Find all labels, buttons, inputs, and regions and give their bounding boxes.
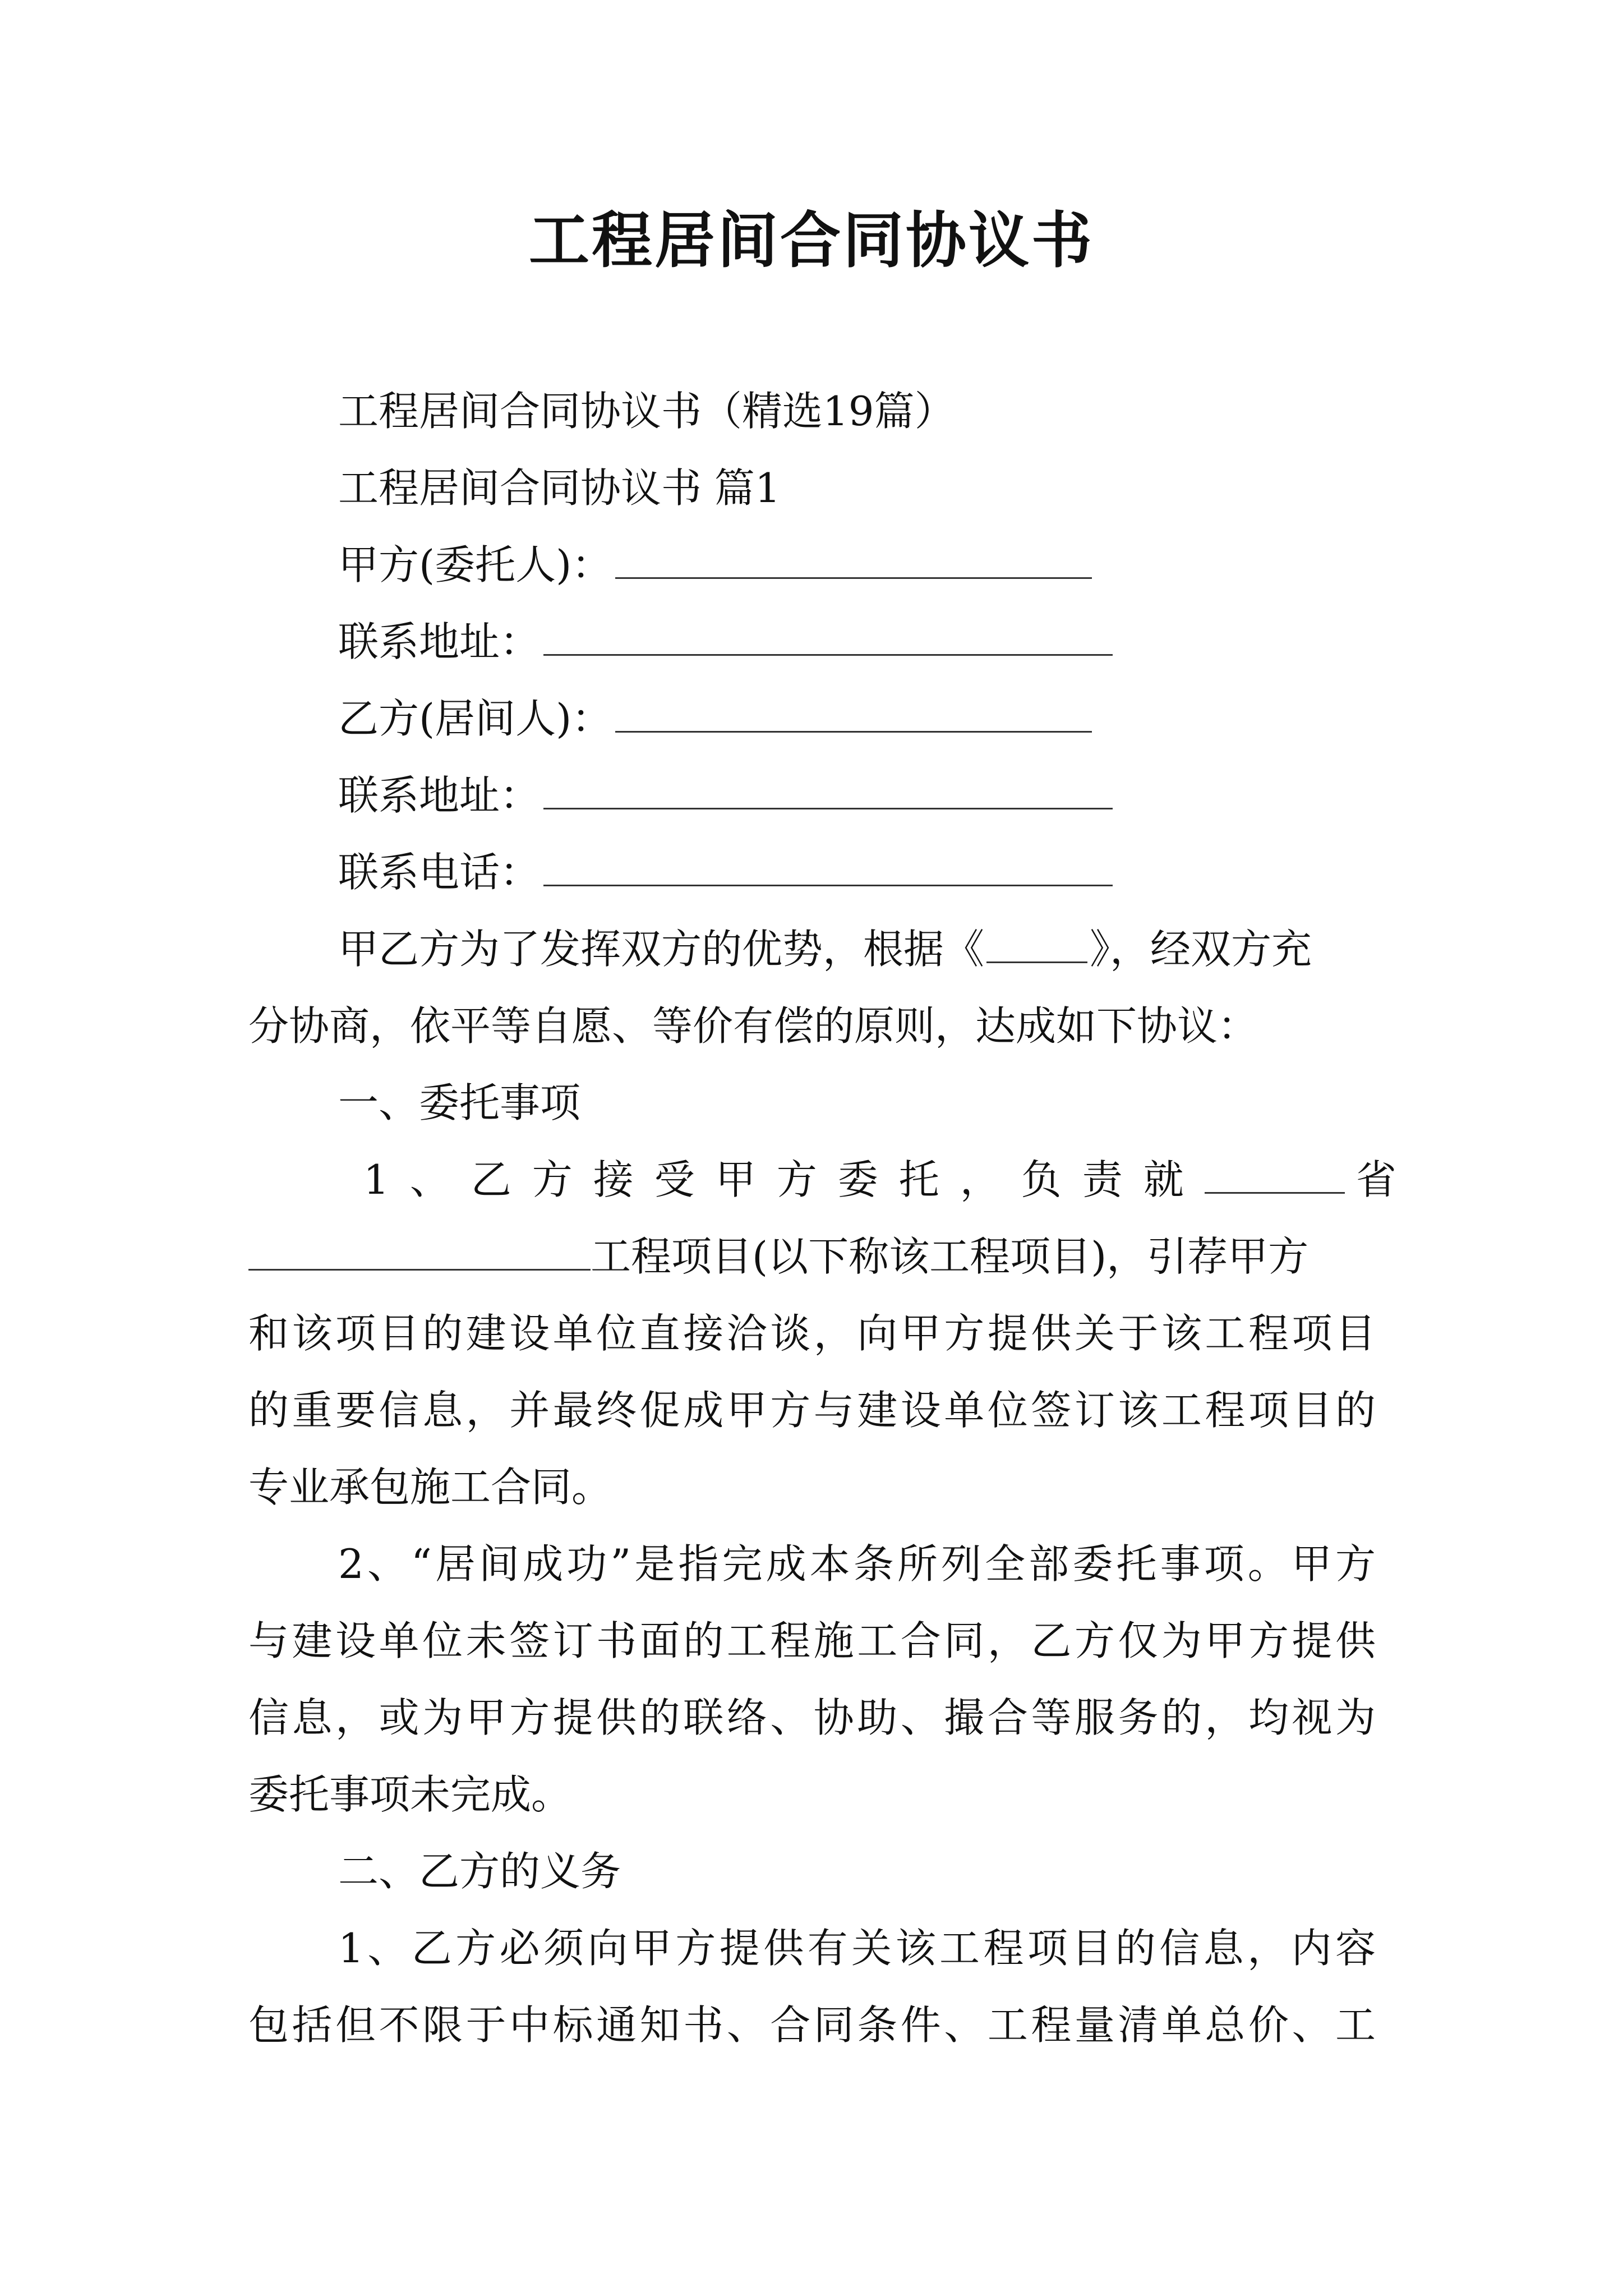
party-b-address-blank[interactable]	[543, 769, 1113, 809]
intro-line-2: 分协商，依平等自愿、等价有偿的原则，达成如下协议：	[248, 1002, 1258, 1050]
heading-party-b-obligations: 二、乙方的义务	[338, 1848, 621, 1895]
party-a-blank[interactable]	[615, 538, 1092, 579]
item1-line-5: 专业承包施工合同。	[248, 1464, 612, 1511]
phone-blank[interactable]	[543, 845, 1113, 886]
document-body	[248, 373, 1396, 2064]
party-b-address-label: 联系地址：	[338, 772, 541, 819]
phone-label: 联系电话：	[338, 849, 541, 896]
party-a-address-label: 联系地址：	[338, 618, 541, 665]
heading-entrusted-matters: 一、委托事项	[338, 1079, 581, 1126]
party-a-address-field	[248, 604, 1376, 680]
party-b-label: 乙方(居间人)：	[338, 695, 612, 742]
item1-line-2: 工程项目(以下称该工程项目)，引荐甲方	[248, 1218, 1376, 1295]
item1-line-1: 1、乙方接受甲方委托，负责就 省	[248, 1142, 1376, 1218]
province-blank[interactable]	[1205, 1153, 1345, 1194]
subtitle: 工程居间合同协议书（精选19篇）	[338, 388, 955, 435]
item3-line-1: 1、乙方必须向甲方提供有关该工程项目的信息，内容	[338, 1925, 1376, 1972]
party-b-address-field	[248, 757, 1376, 834]
section-heading: 工程居间合同协议书 篇1	[338, 464, 781, 512]
item1-line-4: 的重要信息，并最终促成甲方与建设单位签订该工程项目的	[248, 1387, 1376, 1434]
party-a-address-blank[interactable]	[543, 615, 1113, 656]
project-name-blank[interactable]	[248, 1230, 591, 1271]
party-a-label: 甲方(委托人)：	[338, 541, 612, 588]
item2-line-1: 2、“居间成功”是指完成本条所列全部委托事项。甲方	[338, 1540, 1376, 1588]
party-b-field	[248, 680, 1376, 757]
item2-line-3: 信息，或为甲方提供的联络、协助、撮合等服务的，均视为	[248, 1694, 1376, 1741]
item2-line-4: 委托事项未完成。	[248, 1771, 572, 1818]
law-name-blank[interactable]	[986, 922, 1087, 963]
intro-line-1: 甲乙方为了发挥双方的优势，根据《 》，经双方充	[248, 911, 1376, 988]
phone-field	[248, 834, 1376, 911]
party-a-field	[248, 527, 1376, 604]
item3-line-2: 包括但不限于中标通知书、合同条件、工程量清单总价、工	[248, 2001, 1376, 2049]
item2-line-2: 与建设单位未签订书面的工程施工合同，乙方仅为甲方提供	[248, 1617, 1376, 1664]
document-title: 工程居间合同协议书	[528, 206, 1094, 276]
party-b-blank[interactable]	[615, 692, 1092, 733]
item1-line-3: 和该项目的建设单位直接洽谈，向甲方提供关于该工程项目	[248, 1310, 1376, 1357]
